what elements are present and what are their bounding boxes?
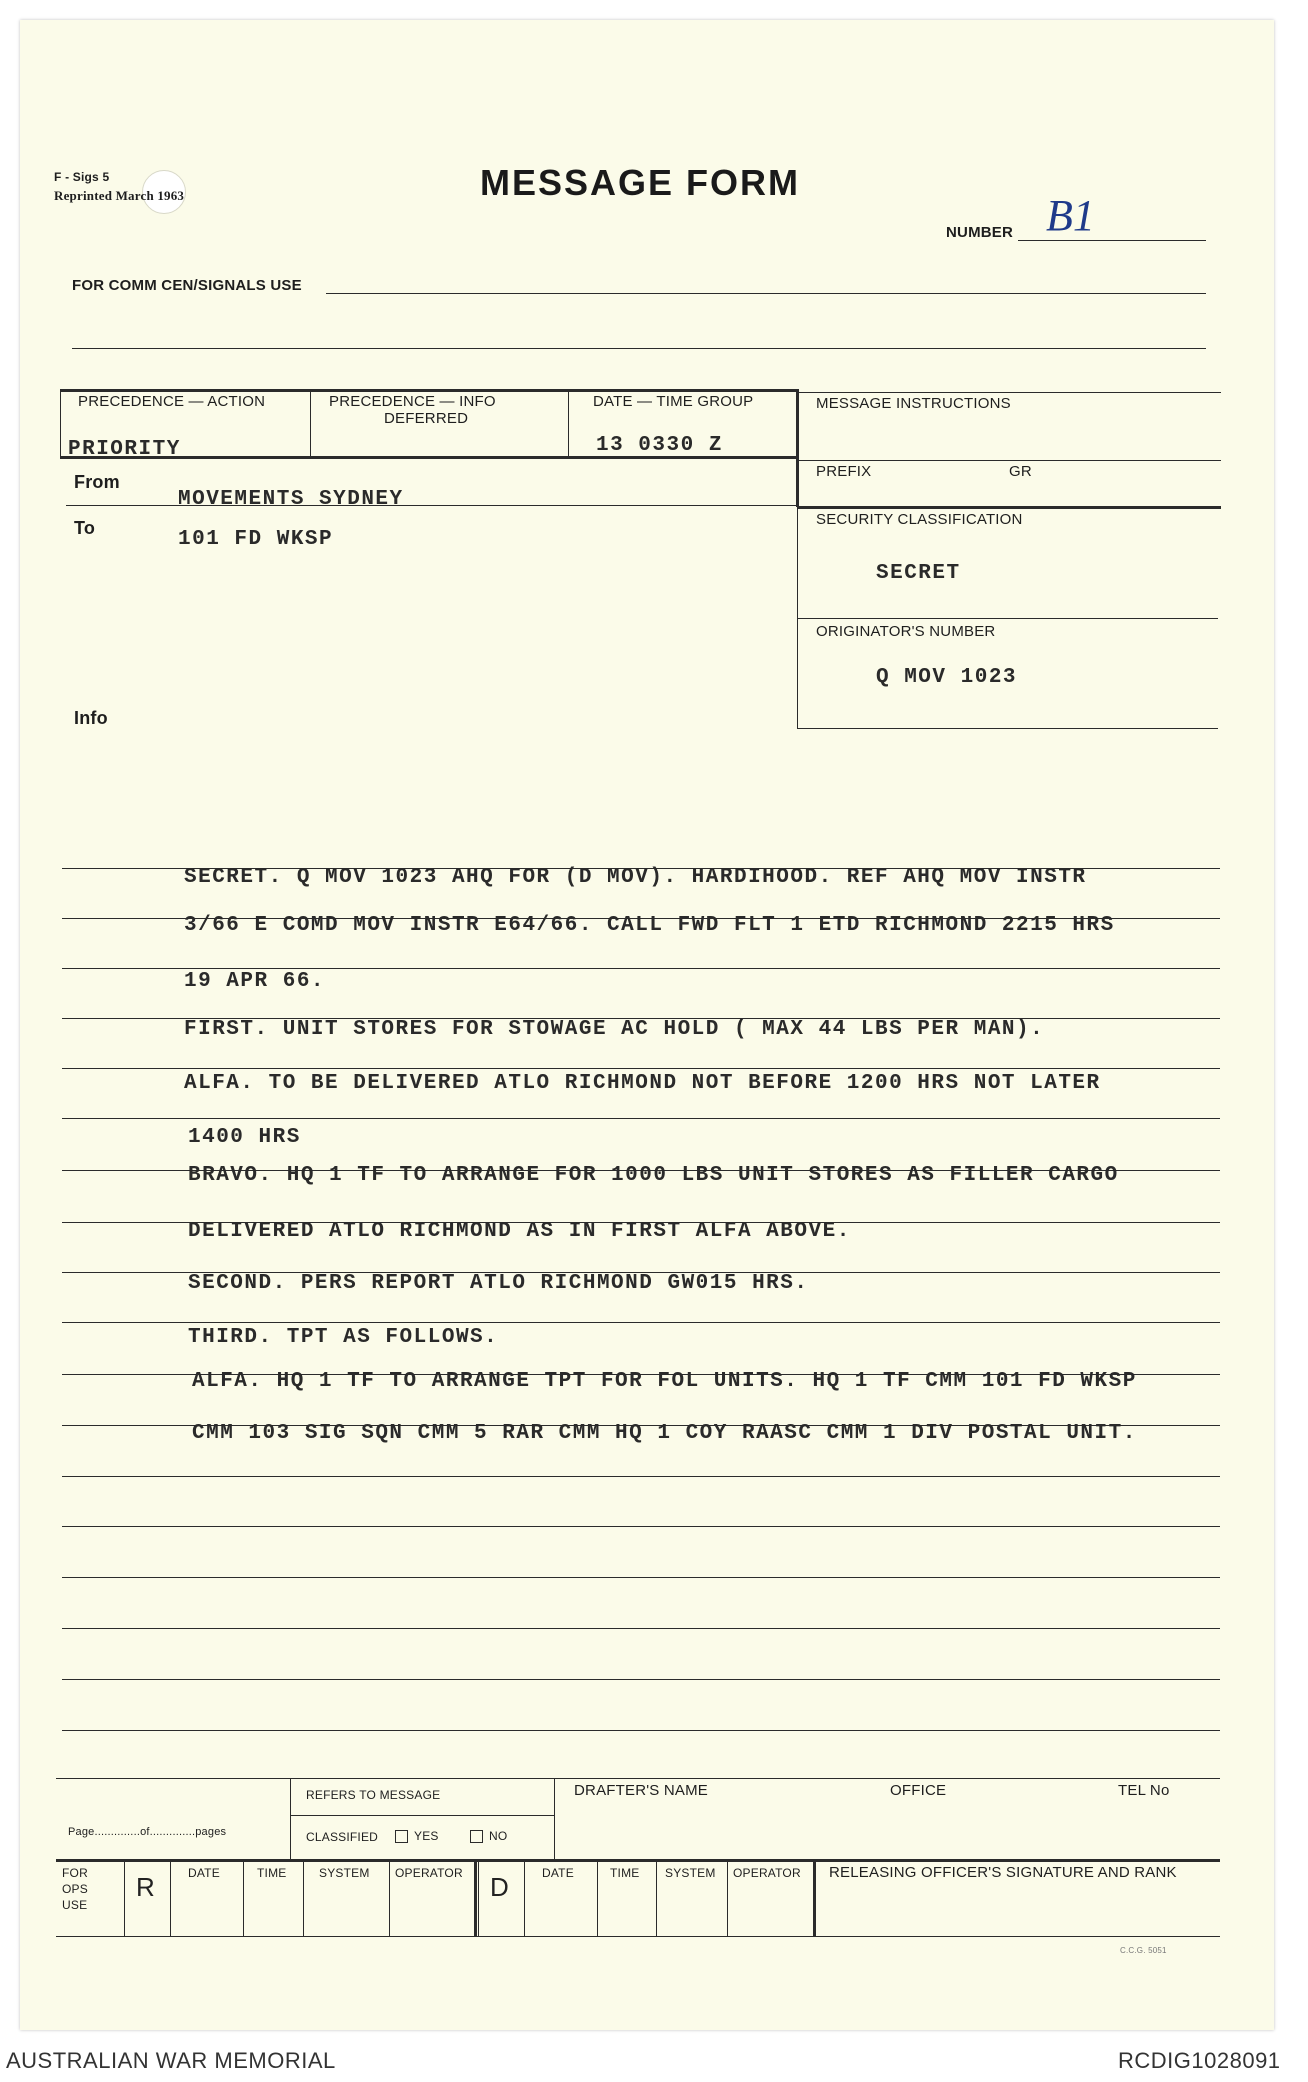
- yes-checkbox[interactable]: [395, 1830, 408, 1843]
- page-title: MESSAGE FORM: [480, 162, 801, 203]
- archive-credit: AUSTRALIAN WAR MEMORIAL: [6, 2048, 336, 2073]
- precedence-action-value: PRIORITY: [68, 438, 181, 461]
- time-label-d: TIME: [610, 1866, 640, 1880]
- footer-divider-1: [290, 1778, 291, 1860]
- system-label-d: SYSTEM: [665, 1866, 716, 1880]
- message-line: 3/66 E COMD MOV INSTR E64/66. CALL FWD FLT 1 ETD RICHMOND 2215 HRS: [184, 914, 1115, 937]
- gr-label: GR: [1009, 463, 1032, 480]
- header-divider-2: [568, 389, 569, 456]
- no-checkbox[interactable]: [470, 1830, 483, 1843]
- message-line: SECOND. PERS REPORT ATLO RICHMOND GW015 HRS.: [188, 1272, 809, 1295]
- rule-line: [62, 968, 1220, 969]
- number-value: B1: [1046, 191, 1095, 240]
- ops-top-border: [56, 1859, 1220, 1862]
- drafter-label: DRAFTER'S NAME: [574, 1782, 709, 1799]
- rule-line: [62, 1628, 1220, 1629]
- ops-col-divider: [243, 1859, 244, 1936]
- from-line: [66, 505, 797, 506]
- yes-label: YES: [414, 1829, 439, 1843]
- header-divider-1: [310, 389, 311, 456]
- office-label: OFFICE: [890, 1782, 947, 1799]
- comm-cen-line-1: [326, 293, 1206, 294]
- ops-col-divider: [478, 1859, 479, 1936]
- printer-code: C.C.G. 5051: [1120, 1946, 1167, 1955]
- ops-label-1: FOR: [62, 1866, 88, 1880]
- message-line: ALFA. HQ 1 TF TO ARRANGE TPT FOR FOL UNITS. HQ 1 TF CMM 101 FD WKSP: [192, 1370, 1137, 1393]
- originator-value: Q MOV 1023: [876, 666, 1018, 689]
- classified-no[interactable]: [470, 1829, 507, 1843]
- ops-col-divider: [303, 1859, 304, 1936]
- message-line: SECRET. Q MOV 1023 AHQ FOR (D MOV). HARDIHOOD. REF AHQ MOV INSTR: [184, 866, 1087, 889]
- from-value: MOVEMENTS SYDNEY: [178, 488, 404, 511]
- rule-line: [62, 1118, 1220, 1119]
- time-label-r: TIME: [257, 1866, 287, 1880]
- prefix-label: PREFIX: [816, 463, 872, 480]
- footer-divider-2: [554, 1778, 555, 1860]
- classified-label: CLASSIFIED: [306, 1830, 379, 1844]
- prefix-row-bottom: [797, 506, 1221, 509]
- ops-col-divider: [597, 1859, 598, 1936]
- reprint-note: Reprinted March 1963: [54, 188, 185, 203]
- number-label: NUMBER: [946, 224, 1014, 241]
- ops-col-divider: [124, 1859, 125, 1936]
- instructions-label: MESSAGE INSTRUCTIONS: [816, 395, 1011, 412]
- ops-col-divider: [813, 1859, 816, 1936]
- tel-label: TEL No: [1118, 1782, 1170, 1799]
- originator-label: ORIGINATOR'S NUMBER: [816, 623, 996, 640]
- message-line: DELIVERED ATLO RICHMOND AS IN FIRST ALFA ABOVE.: [188, 1220, 851, 1243]
- header-left-border: [60, 389, 61, 459]
- message-line: 1400 HRS: [188, 1126, 301, 1149]
- info-label: Info: [74, 708, 108, 728]
- releasing-officer-label: RELEASING OFFICER'S SIGNATURE AND RANK: [829, 1864, 1177, 1881]
- r-label: R: [136, 1872, 155, 1902]
- ops-col-divider: [656, 1859, 657, 1936]
- ops-col-divider: [524, 1859, 525, 1936]
- system-label-r: SYSTEM: [319, 1866, 370, 1880]
- dtg-value: 13 0330 Z: [596, 434, 723, 457]
- ops-col-divider: [389, 1859, 390, 1936]
- page-count-label: Page..............of..............pages: [68, 1826, 227, 1838]
- comm-cen-line-2: [72, 348, 1206, 349]
- dtg-label: DATE — TIME GROUP: [593, 393, 754, 410]
- message-line: CMM 103 SIG SQN CMM 5 RAR CMM HQ 1 COY RAASC CMM 1 DIV POSTAL UNIT.: [192, 1422, 1137, 1445]
- ops-label-3: USE: [62, 1898, 88, 1912]
- from-label: From: [74, 472, 120, 492]
- precedence-action-label: PRECEDENCE — ACTION: [78, 393, 266, 410]
- form-code: F - Sigs 5: [54, 170, 110, 184]
- rule-line: [62, 1679, 1220, 1680]
- rule-line: [62, 1730, 1220, 1731]
- ops-col-divider: [727, 1859, 728, 1936]
- message-line: THIRD. TPT AS FOLLOWS.: [188, 1326, 499, 1349]
- precedence-info-label: PRECEDENCE — INFO: [329, 393, 496, 410]
- security-row-bottom: [797, 618, 1218, 619]
- operator-label-r: OPERATOR: [395, 1866, 463, 1880]
- deferred-label: DEFERRED: [384, 410, 469, 427]
- message-line: FIRST. UNIT STORES FOR STOWAGE AC HOLD ( MAX 44 LBS PER MAN).: [184, 1018, 1045, 1041]
- rule-line: [62, 1476, 1220, 1477]
- message-line: 19 APR 66.: [184, 970, 326, 993]
- originator-row-bottom: [797, 728, 1218, 729]
- rule-line: [62, 1322, 1220, 1323]
- instructions-row-line: [797, 460, 1221, 461]
- no-label: NO: [489, 1829, 508, 1843]
- classified-yes[interactable]: [395, 1829, 439, 1843]
- ops-col-divider: [170, 1859, 171, 1936]
- header-top-border: [60, 389, 797, 392]
- ops-label-2: OPS: [62, 1882, 88, 1896]
- to-label: To: [74, 518, 96, 538]
- date-label-r: DATE: [188, 1866, 220, 1880]
- message-line: ALFA. TO BE DELIVERED ATLO RICHMOND NOT BEFORE 1200 HRS NOT LATER: [184, 1072, 1101, 1095]
- right-panel-left-border: [797, 506, 798, 728]
- to-value: 101 FD WKSP: [178, 528, 334, 551]
- rule-line: [62, 1068, 1220, 1069]
- comm-cen-label: FOR COMM CEN/SIGNALS USE: [72, 277, 302, 294]
- rule-line: [62, 1577, 1220, 1578]
- header-divider-3: [796, 389, 799, 507]
- archive-id: RCDIG1028091: [1118, 2048, 1281, 2073]
- operator-label-d: OPERATOR: [733, 1866, 801, 1880]
- header-top-border-right: [797, 392, 1221, 393]
- ops-bottom-border: [56, 1936, 1220, 1937]
- ops-col-divider: [474, 1859, 477, 1936]
- security-value: SECRET: [876, 562, 961, 585]
- footer-top-border: [56, 1778, 1220, 1779]
- refers-line: [290, 1815, 554, 1816]
- security-label: SECURITY CLASSIFICATION: [816, 511, 1023, 528]
- message-line: BRAVO. HQ 1 TF TO ARRANGE FOR 1000 LBS UNIT STORES AS FILLER CARGO: [188, 1164, 1119, 1187]
- rule-line: [62, 1526, 1220, 1527]
- date-label-d: DATE: [542, 1866, 574, 1880]
- d-label: D: [490, 1872, 509, 1902]
- refers-label: REFERS TO MESSAGE: [306, 1788, 441, 1802]
